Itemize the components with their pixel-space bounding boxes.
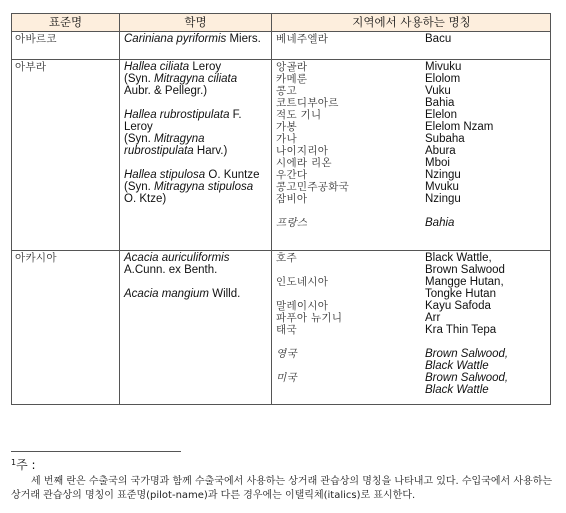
- region-place: 영국: [276, 348, 297, 360]
- standard-name-cell: 아부라: [15, 61, 47, 73]
- region-common-name: Bahia: [425, 217, 455, 229]
- region-place: 콩고민주공화국: [276, 181, 350, 193]
- scientific-name-author: Willd.: [209, 288, 241, 300]
- column-divider: [271, 14, 272, 404]
- header-standard-name: 표준명: [48, 15, 83, 29]
- scientific-name-italic: rubrostipulata: [124, 145, 194, 157]
- scientific-name-italic: Acacia auriculiformis: [124, 252, 230, 264]
- region-place: 말레이시아: [276, 300, 329, 312]
- scientific-name-italic: Hallea ciliata: [124, 61, 190, 73]
- region-place: 인도네시아: [276, 276, 329, 288]
- scientific-name-italic: Cariniana pyriformis: [124, 33, 227, 45]
- region-place: 가나: [276, 133, 297, 145]
- header-scientific-name: 학명: [184, 15, 207, 29]
- region-common-name: Nzingu: [425, 169, 461, 181]
- region-place: 카메룬: [276, 73, 308, 85]
- footnote-label: [11, 456, 36, 473]
- region-common-name: Subaha: [425, 133, 465, 145]
- region-place: 프랑스: [276, 217, 308, 229]
- scientific-name-line: [124, 252, 229, 264]
- region-place: 호주: [276, 252, 297, 264]
- region-common-name: Brown Salwood: [425, 264, 505, 276]
- region-common-name: Nzingu: [425, 193, 461, 205]
- scientific-name-line: [124, 145, 227, 157]
- region-common-name: Vuku: [425, 85, 451, 97]
- scientific-name-author: (Syn.: [124, 133, 155, 145]
- region-common-name: Mangge Hutan,: [425, 276, 504, 288]
- column-divider: [119, 14, 120, 404]
- region-common-name: Elelom Nzam: [425, 121, 494, 133]
- region-place: 앙골라: [276, 61, 308, 73]
- scientific-name-line: [124, 121, 153, 133]
- region-common-name: Brown Salwood,: [425, 348, 509, 360]
- scientific-name-italic: Acacia mangium: [124, 288, 210, 300]
- scientific-name-italic: Mitragyna: [154, 133, 205, 145]
- footnote-label-text: 주 :: [16, 458, 36, 472]
- scientific-name-italic: Hallea stipulosa: [124, 169, 206, 181]
- region-place: 나이지리아: [276, 145, 329, 157]
- scientific-name-line: [124, 264, 217, 276]
- region-common-name: Abura: [425, 145, 456, 157]
- row-divider: [12, 250, 550, 251]
- scientific-name-line: [124, 181, 253, 193]
- scientific-name-line: [124, 109, 242, 121]
- scientific-name-author: Leroy: [124, 121, 153, 133]
- scientific-name-author: Miers.: [226, 33, 261, 45]
- footnote-text: 세 번째 란은 수출국의 국가명과 함께 수출국에서 사용하는 상거래 관습상의 명칭을 나타내고 있다. 수입국에서 사용하는 상거래 관습상의 명칭이 표준명(pilot-name)과 다른 경우에는 이탤릭체(italics)로 표시한다.: [11, 476, 553, 501]
- scientific-name-line: [124, 61, 221, 73]
- header-regional-names: 지역에서 사용하는 명칭: [352, 15, 471, 29]
- scientific-name-author: (Syn.: [124, 181, 155, 193]
- scientific-name-line: [124, 193, 166, 205]
- scientific-name-line: [124, 33, 261, 45]
- footnote-number: 1: [11, 458, 17, 467]
- scientific-name-author: F.: [229, 109, 242, 121]
- scientific-name-line: [124, 73, 237, 85]
- region-common-name: Mboi: [425, 157, 450, 169]
- footnote-separator: [11, 451, 181, 452]
- region-common-name: Elelon: [425, 109, 457, 121]
- region-common-name: Tongke Hutan: [425, 288, 496, 300]
- region-place: 가봉: [276, 121, 297, 133]
- scientific-name-line: [124, 288, 240, 300]
- region-common-name: Bacu: [425, 33, 452, 45]
- scientific-name-italic: Mitragyna stipulosa: [154, 181, 254, 193]
- region-common-name: Black Wattle: [425, 384, 489, 396]
- scientific-name-author: Leroy: [189, 61, 222, 73]
- region-common-name: Black Wattle: [425, 360, 489, 372]
- table-header-row: [12, 14, 550, 32]
- standard-name-cell: 아카시아: [15, 252, 57, 264]
- scientific-name-author: (Syn.: [124, 73, 155, 85]
- region-common-name: Black Wattle,: [425, 252, 492, 264]
- row-divider: [12, 59, 550, 60]
- region-place: 미국: [276, 372, 297, 384]
- region-common-name: Mivuku: [425, 61, 462, 73]
- scientific-name-line: [124, 85, 207, 97]
- region-common-name: Kra Thin Tepa: [425, 324, 497, 336]
- region-place: 시에라 리온: [276, 157, 332, 169]
- region-place: 콩고: [276, 85, 297, 97]
- region-common-name: Mvuku: [425, 181, 459, 193]
- standard-name-cell: 아바르코: [15, 33, 57, 45]
- region-place: 우간다: [276, 169, 308, 181]
- region-place: 베네주엘라: [276, 33, 329, 45]
- region-common-name: Elolom: [425, 73, 461, 85]
- scientific-name-author: O. Kuntze: [205, 169, 260, 181]
- species-name-table: [11, 13, 551, 405]
- scientific-name-author: O. Ktze): [124, 193, 167, 205]
- region-common-name: Brown Salwood,: [425, 372, 509, 384]
- scientific-name-line: [124, 133, 205, 145]
- scientific-name-italic: Hallea rubrostipulata: [124, 109, 230, 121]
- region-place: 잠비아: [276, 193, 308, 205]
- scientific-name-author: Aubr. & Pellegr.): [124, 85, 208, 97]
- region-common-name: Arr: [425, 312, 441, 324]
- region-place: 태국: [276, 324, 297, 336]
- region-common-name: Bahia: [425, 97, 455, 109]
- scientific-name-author: A.Cunn. ex Benth.: [124, 264, 218, 276]
- scientific-name-line: [124, 169, 260, 181]
- region-place: 적도 기니: [276, 109, 322, 121]
- scientific-name-author: Harv.): [193, 145, 228, 157]
- region-place: 코트디부아르: [276, 97, 339, 109]
- region-common-name: Kayu Safoda: [425, 300, 491, 312]
- region-place: 파푸아 뉴기니: [276, 312, 343, 324]
- scientific-name-italic: Mitragyna ciliata: [154, 73, 238, 85]
